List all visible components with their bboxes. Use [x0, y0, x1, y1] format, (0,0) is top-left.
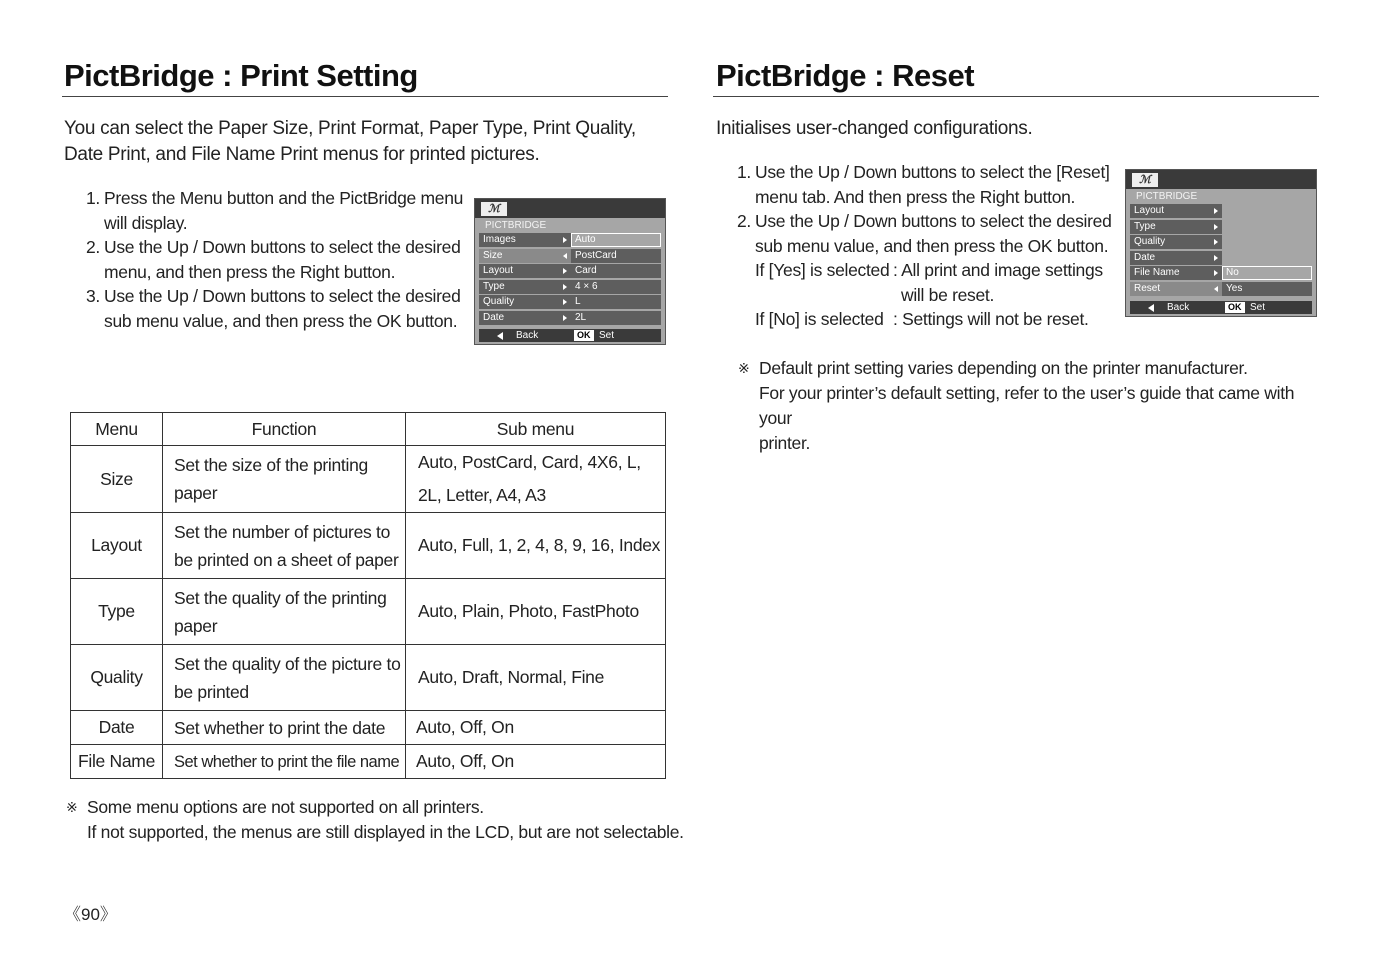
condition-no: If [No] is selected : Settings will not be reset.: [755, 309, 1089, 329]
lcd-row: [1126, 220, 1316, 236]
arrow-left-icon: [1214, 286, 1218, 292]
table-submenu-cell: Auto, Off, On: [406, 711, 666, 745]
arrow-right-icon: [1214, 270, 1218, 276]
lcd-topbar: [1126, 170, 1316, 189]
lcd-row: [475, 280, 665, 296]
table-row: [71, 579, 666, 645]
lcd-footer: [479, 329, 661, 342]
lcd-row: [475, 264, 665, 280]
lcd-sub-value: Auto: [571, 233, 661, 247]
title-rule: [62, 96, 668, 97]
lcd-sub-value: L: [571, 295, 661, 309]
ok-badge: OK: [1225, 302, 1245, 313]
step-item: 2. Use the Up / Down buttons to select the desired menu, and then press the Right button.: [86, 237, 461, 282]
arrow-right-icon: [1214, 208, 1218, 214]
lcd-sub-value: Card: [571, 264, 661, 278]
lcd-header: PICTBRIDGE: [1136, 191, 1198, 202]
table-menu-cell: File Name: [71, 745, 163, 779]
table-menu-cell: Date: [71, 711, 163, 745]
table-function-cell: Set the size of the printing paper: [163, 446, 406, 513]
table-function-cell: Set the number of pictures to be printed on a sheet of paper: [163, 513, 406, 579]
lcd-menu-item: Type: [1130, 220, 1222, 234]
table-header-cell: Menu: [71, 413, 163, 446]
step-item: 1. Use the Up / Down buttons to select the [Reset] menu tab. And then press the Right button.: [737, 162, 1110, 207]
lcd-sub-value: PostCard: [571, 249, 661, 263]
pictbridge-icon: ℳ: [1132, 173, 1158, 187]
note-print-setting: ※ Some menu options are not supported on all printers. If not supported, the menus are still displayed in the LCD, but are not selectable.: [66, 797, 684, 842]
lcd-menu-item: Date: [479, 311, 571, 325]
table-menu-cell: Quality: [71, 645, 163, 711]
lcd-sub-value: No: [1222, 266, 1312, 280]
table-header-row: [71, 413, 666, 446]
table-header-cell: Sub menu: [406, 413, 666, 446]
table-submenu-cell: Auto, Full, 1, 2, 4, 8, 9, 16, Index: [406, 513, 666, 579]
lcd-menu-item: File Name: [1130, 266, 1222, 280]
steps-print-setting: [86, 186, 466, 333]
arrow-right-icon: [563, 237, 567, 243]
table-row: [71, 446, 666, 513]
lcd-row: [1126, 266, 1316, 282]
table-function-cell: Set the quality of the picture to be printed: [163, 645, 406, 711]
table-row: [71, 711, 666, 745]
table-function-cell: Set whether to print the file name: [163, 745, 406, 779]
table-function-cell: Set whether to print the date: [163, 711, 406, 745]
lcd-menu-item: Quality: [1130, 235, 1222, 249]
note-reset: ※ Default print setting varies depending on the printer manufacturer. For your printer’s default setting, refer to the user’s guide that came with your printer.: [738, 358, 1295, 453]
lcd-back-label: Back: [516, 330, 539, 341]
lcd-menu-item: Layout: [1130, 204, 1222, 218]
back-arrow-icon: [497, 332, 503, 340]
arrow-right-icon: [563, 315, 567, 321]
intro-print-setting: [64, 116, 674, 168]
lcd-footer: [1130, 301, 1312, 314]
title-rule: [713, 96, 1319, 97]
lcd-header: PICTBRIDGE: [485, 220, 547, 231]
arrow-right-icon: [563, 284, 567, 290]
lcd-row: [475, 295, 665, 311]
reference-mark-icon: ※: [66, 799, 78, 815]
steps-reset: [737, 160, 1122, 332]
step-item: 1. Press the Menu button and the PictBridge menu will display.: [86, 188, 464, 233]
table-submenu-cell: Auto, Plain, Photo, FastPhoto: [406, 579, 666, 645]
table-submenu-cell: Auto, PostCard, Card, 4X6, L, 2L, Letter, A4, A3: [406, 446, 666, 513]
page-title-print-setting: PictBridge : Print Setting: [64, 58, 418, 93]
arrow-right-icon: [1214, 255, 1218, 261]
table-header-cell: Function: [163, 413, 406, 446]
lcd-row: [1126, 251, 1316, 267]
ok-badge: OK: [574, 330, 594, 341]
lcd-row: [1126, 282, 1316, 298]
table-submenu-cell: Auto, Off, On: [406, 745, 666, 779]
lcd-row: [475, 311, 665, 327]
arrow-right-icon: [1214, 239, 1218, 245]
lcd-menu-item: Layout: [479, 264, 571, 278]
lcd-set-label: Set: [1250, 302, 1266, 313]
lcd-set-label: Set: [599, 330, 615, 341]
lcd-menu-item: Reset: [1130, 282, 1222, 296]
table-menu-cell: Size: [71, 446, 163, 513]
table-row: [71, 745, 666, 779]
lcd-sub-value: Yes: [1222, 282, 1312, 296]
lcd-menu-item: Size: [479, 249, 571, 263]
table-row: [71, 645, 666, 711]
page-title-reset: PictBridge : Reset: [716, 58, 975, 93]
print-settings-table: [70, 412, 666, 779]
lcd-menu-item: Images: [479, 233, 571, 247]
back-arrow-icon: [1148, 304, 1154, 312]
intro-text: Initialises user-changed configurations.: [716, 118, 1033, 139]
intro-reset: [716, 116, 1316, 142]
arrow-right-icon: [563, 268, 567, 274]
table-menu-cell: Layout: [71, 513, 163, 579]
lcd-back-label: Back: [1167, 302, 1190, 313]
arrow-right-icon: [563, 299, 567, 305]
lcd-sub-value: 2L: [571, 311, 661, 325]
reference-mark-icon: ※: [738, 360, 750, 376]
step-item: 3. Use the Up / Down buttons to select the desired sub menu value, and then press the OK button.: [86, 286, 461, 331]
lcd-row: [1126, 235, 1316, 251]
arrow-right-icon: [1214, 224, 1218, 230]
lcd-reset: [1125, 169, 1317, 317]
table-submenu-cell: Auto, Draft, Normal, Fine: [406, 645, 666, 711]
table-menu-cell: Type: [71, 579, 163, 645]
lcd-sub-value: 4 × 6: [571, 280, 661, 294]
lcd-row: [475, 249, 665, 265]
condition-yes: If [Yes] is selected : All print and image settings will be reset.: [755, 260, 1103, 305]
page-number: 《90》: [64, 905, 117, 924]
lcd-menu-item: Date: [1130, 251, 1222, 265]
intro-text: You can select the Paper Size, Print Format, Paper Type, Print Quality, Date Print, and File Name Print menus for printed pictures.: [64, 118, 636, 165]
lcd-menu-item: Type: [479, 280, 571, 294]
table-function-cell: Set the quality of the printing paper: [163, 579, 406, 645]
step-item: 2. Use the Up / Down buttons to select the desired sub menu value, and then press the OK button.: [737, 211, 1112, 256]
lcd-print-setting: [474, 198, 666, 345]
arrow-left-icon: [563, 253, 567, 259]
lcd-menu-item: Quality: [479, 295, 571, 309]
lcd-row: [475, 233, 665, 249]
pictbridge-icon: ℳ: [481, 202, 507, 216]
lcd-topbar: [475, 199, 665, 218]
table-row: [71, 513, 666, 579]
lcd-row: [1126, 204, 1316, 220]
